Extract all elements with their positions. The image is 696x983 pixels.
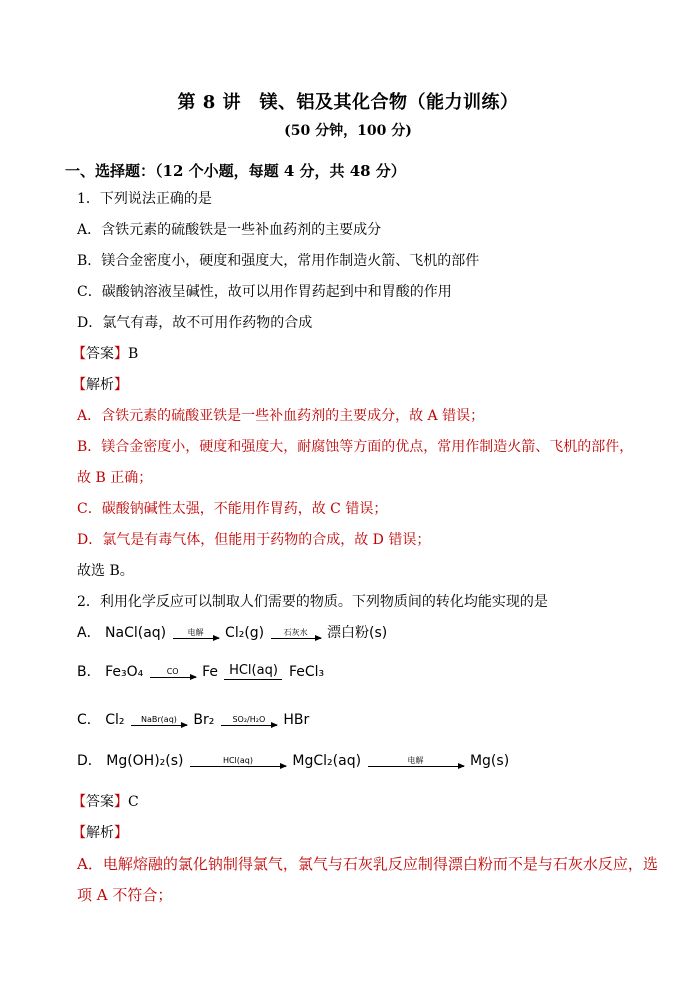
q1-option-a: A．含铁元素的硫酸铁是一些补血药剂的主要成分 — [77, 222, 382, 238]
q2-b-prefix: B． — [77, 664, 101, 680]
q2-b-arrow-2 — [224, 664, 282, 680]
q2-a-prefix: A． — [77, 625, 101, 641]
q1-option-d: D．氯气有毒，故不可用作药物的合成 — [77, 315, 313, 331]
q1-analysis-b: B．镁合金密度小，硬度和强度大，耐腐蚀等方面的优点，常用作制造火箭、飞机的部件， — [77, 439, 634, 455]
section-heading: 一、选择题：（12 个小题，每题 4 分，共 48 分） — [65, 162, 406, 180]
q2-a-arrow-2 — [271, 628, 321, 639]
q2-option-d — [77, 750, 509, 770]
q2-a-arrow-1 — [173, 628, 219, 639]
q2-a-reactant: NaCl(aq) — [105, 625, 167, 641]
q2-c-reactant: Cl₂ — [105, 712, 125, 728]
q1-analysis-c: C．碳酸钠碱性太强，不能用作胃药，故 C 错误； — [77, 501, 388, 517]
q2-c-condition-1: NaBr(aq) — [141, 714, 177, 724]
page-subtitle: (50 分钟，100 分) — [284, 123, 412, 139]
q2-b-product: FeCl₃ — [288, 664, 325, 680]
q1-analysis-label: 【解析】 — [72, 377, 128, 393]
q2-d-arrow-1 — [190, 756, 286, 767]
q1-analysis-b-cont: 故 B 正确； — [77, 470, 153, 486]
q2-c-arrow-2 — [221, 715, 277, 726]
q2-answer: 【答案】C — [72, 794, 139, 810]
q2-b-condition-1: CO — [166, 666, 179, 676]
q2-stem: 2．利用化学反应可以制取人们需要的物质。下列物质间的转化均能实现的是 — [77, 594, 548, 610]
q2-d-condition-1: HCl(aq) — [222, 755, 253, 765]
q2-b-arrow-1 — [150, 667, 196, 678]
q1-conclusion: 故选 B。 — [77, 563, 134, 579]
q2-d-product: Mg(s) — [469, 753, 510, 769]
q1-option-c: C．碳酸钠溶液呈碱性，故可以用作胃药起到中和胃酸的作用 — [77, 284, 452, 300]
q2-a-condition-1: 电解 — [187, 627, 204, 637]
q2-a-condition-2: 石灰水 — [283, 627, 308, 637]
q1-option-b: B．镁合金密度小，硬度和强度大，常用作制造火箭、飞机的部件 — [77, 253, 480, 269]
q1-answer: 【答案】B — [72, 346, 139, 362]
q2-option-a — [77, 622, 387, 642]
q1-analysis-d: D．氯气是有毒气体，但能用于药物的合成，故 D 错误； — [77, 532, 431, 548]
q2-d-reactant: Mg(OH)₂(s) — [106, 753, 184, 769]
q2-d-prefix: D． — [77, 753, 102, 769]
q2-b-condition-2: HCl(aq) — [229, 663, 278, 678]
q2-option-c — [77, 709, 309, 729]
q2-c-prefix: C． — [77, 712, 101, 728]
q2-b-intermediate: Fe — [202, 664, 219, 680]
q2-a-intermediate: Cl₂(g) — [225, 625, 265, 641]
q2-a-product: 漂白粉(s) — [327, 625, 388, 641]
q2-analysis-label: 【解析】 — [72, 825, 128, 841]
q2-b-reactant: Fe₃O₄ — [105, 664, 144, 680]
q2-analysis-a-cont: 项 A 不符合； — [77, 886, 173, 904]
q2-c-intermediate: Br₂ — [193, 712, 215, 728]
q2-option-b — [77, 661, 324, 681]
q2-c-product: HBr — [283, 712, 310, 728]
q2-analysis-a: A．电解熔融的氯化钠制得氯气，氯气与石灰乳反应制得漂白粉而不是与石灰水反应，选 — [77, 855, 658, 873]
q1-analysis-a: A．含铁元素的硫酸亚铁是一些补血药剂的主要成分，故 A 错误； — [77, 408, 485, 424]
q2-d-condition-2: 电解 — [407, 755, 424, 765]
page-title: 第 8 讲 镁、铝及其化合物（能力训练） — [177, 92, 519, 113]
q1-stem: 1．下列说法正确的是 — [77, 191, 212, 207]
q2-d-intermediate: MgCl₂(aq) — [292, 753, 362, 769]
q2-c-arrow-1 — [131, 715, 187, 726]
q2-d-arrow-2 — [368, 756, 464, 767]
q2-c-condition-2: SO₂/H₂O — [232, 714, 266, 724]
